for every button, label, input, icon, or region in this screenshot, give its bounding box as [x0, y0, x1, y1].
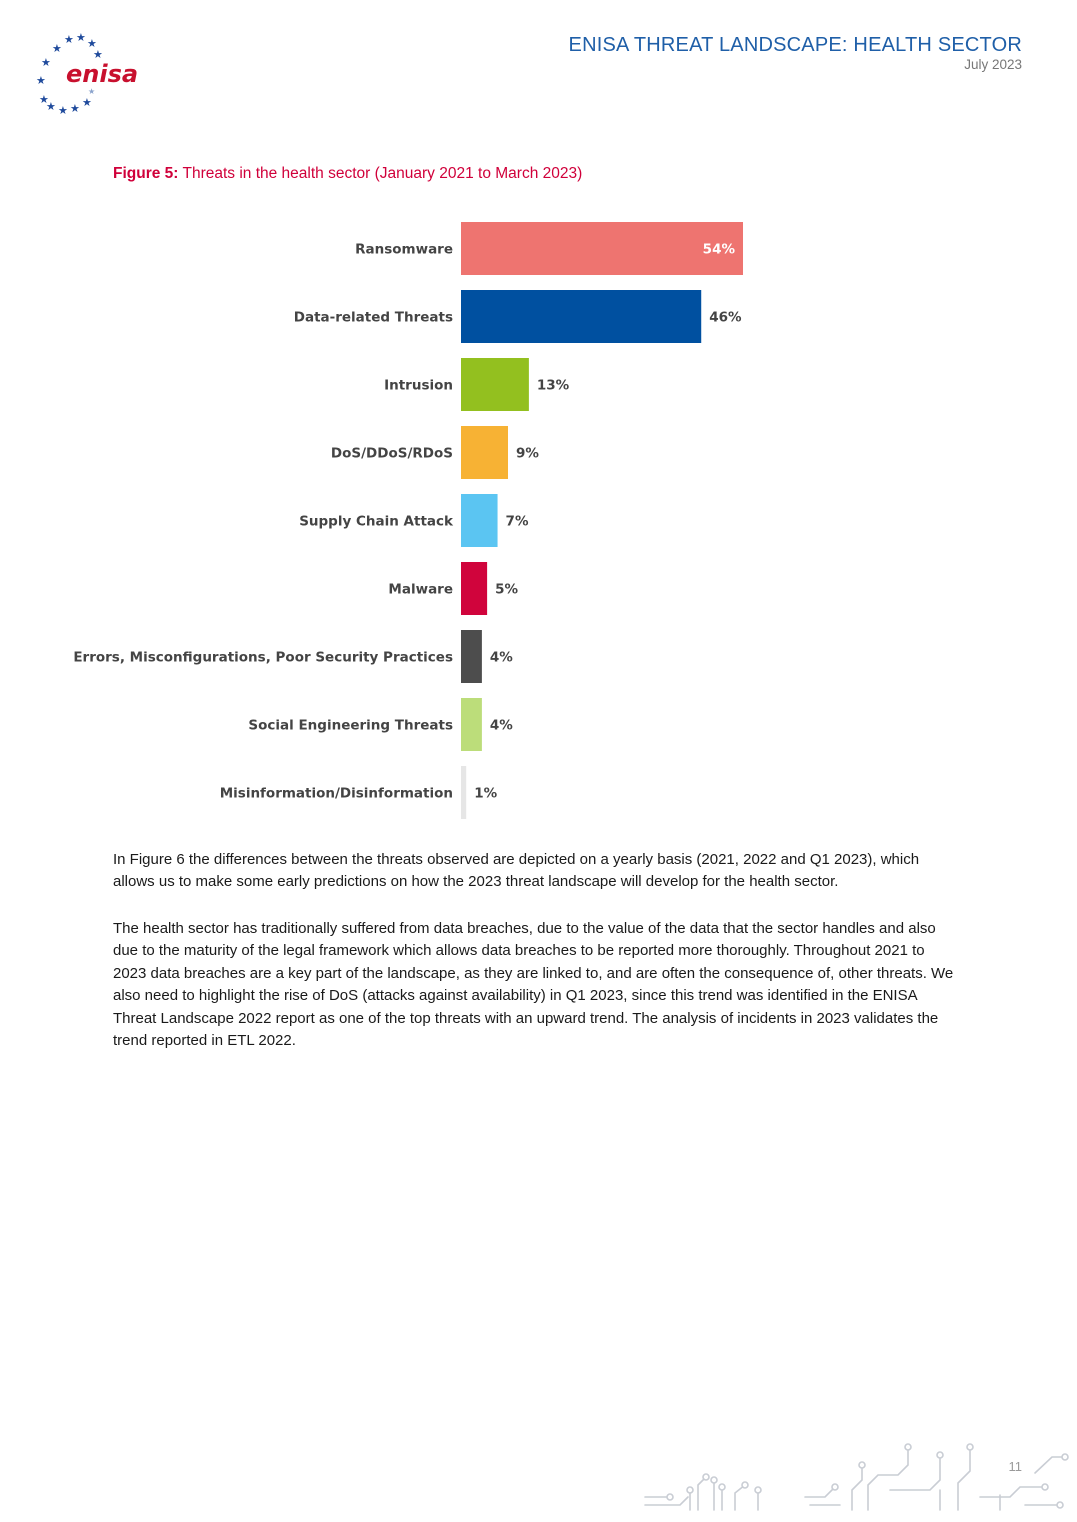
bar-5	[461, 562, 487, 615]
bar-3	[461, 426, 508, 479]
value-label: 1%	[474, 785, 498, 802]
svg-text:★: ★	[39, 93, 49, 106]
eu-stars-icon	[30, 30, 140, 120]
value-label: 4%	[489, 717, 513, 734]
report-date: July 2023	[964, 57, 1022, 72]
category-label: Errors, Misconfigurations, Poor Security Practices	[73, 649, 453, 666]
category-label: Intrusion	[384, 377, 453, 394]
svg-text:★: ★	[82, 96, 92, 109]
figure-label: Figure 5:	[113, 165, 179, 182]
svg-text:★: ★	[58, 104, 68, 117]
value-label: 46%	[709, 309, 742, 326]
bar-6	[461, 630, 482, 683]
category-label: Social Engineering Threats	[248, 717, 453, 734]
value-label: 13%	[536, 377, 570, 394]
report-title: ENISA THREAT LANDSCAPE: HEALTH SECTOR	[568, 34, 1022, 56]
svg-text:★: ★	[88, 87, 96, 96]
svg-text:★: ★	[46, 100, 56, 113]
bar-2	[461, 358, 529, 411]
figure-title: Threats in the health sector (January 2021 to March 2023)	[182, 165, 583, 182]
bar-1	[461, 290, 701, 343]
page-number: 11	[1008, 1459, 1022, 1474]
value-label: 7%	[505, 513, 529, 530]
category-label: DoS/DDoS/RDoS	[330, 445, 453, 462]
bar-7	[461, 698, 482, 751]
threats-bar-chart	[0, 205, 1077, 835]
category-label: Ransomware	[355, 241, 453, 258]
bar-4	[461, 494, 498, 547]
value-label: 4%	[489, 649, 513, 666]
paragraph-2: The health sector has traditionally suffered from data breaches, due to the value of the data that the sector handles and also due to the maturity of the legal framework which allows data breaches to be reported more thoroughly. Throughout 2021 to 2023 data breaches are a key part of the landscape, as they are linked to, and are often the consequence of, other threats. We also need to highlight the rise of DoS (attacks against availability) in Q1 2023, since this trend was identified in the ENISA Threat Landscape 2022 report as one of the top threats with an upward trend. The analysis of incidents in 2023 validates the trend reported in ETL 2022.	[113, 920, 954, 1050]
paragraph-1: In Figure 6 the differences between the threats observed are depicted on a yearly basis (2021, 2022 and Q1 2023), which allows us to make some early predictions on how the 2023 threat landscape will develop for the health sector.	[113, 851, 920, 891]
circuit-board-icon	[640, 1435, 1077, 1522]
figure-caption	[113, 165, 582, 183]
category-label: Supply Chain Attack	[299, 513, 453, 530]
svg-text:★: ★	[41, 56, 51, 69]
value-label: 5%	[495, 581, 519, 598]
svg-text:★: ★	[70, 102, 80, 115]
value-label: 54%	[702, 241, 735, 258]
logo-wordmark: enisa	[66, 60, 139, 88]
category-label: Misinformation/Disinformation	[219, 785, 453, 802]
svg-text:★: ★	[76, 31, 86, 44]
bar-8	[461, 766, 466, 819]
svg-text:★: ★	[64, 33, 74, 46]
svg-text:★: ★	[93, 48, 103, 61]
svg-text:★: ★	[36, 74, 46, 87]
enisa-logo	[30, 30, 140, 120]
category-label: Data-related Threats	[293, 309, 453, 326]
svg-text:★: ★	[52, 42, 62, 55]
bar-0	[461, 222, 743, 275]
category-label: Malware	[388, 581, 453, 598]
svg-text:★: ★	[87, 37, 97, 50]
value-label: 9%	[516, 445, 539, 462]
